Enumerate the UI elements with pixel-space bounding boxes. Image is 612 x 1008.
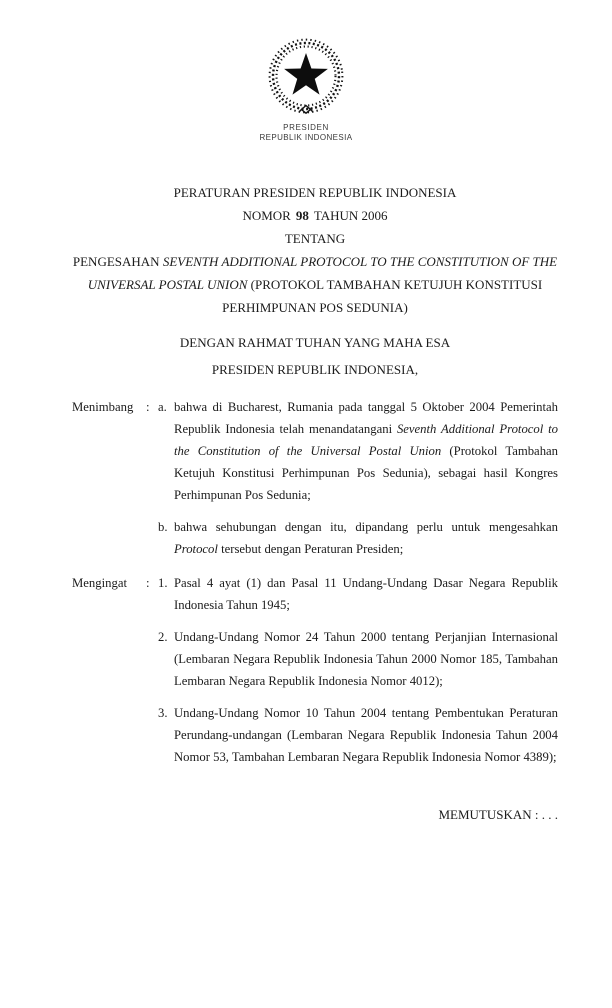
item-marker: 2. [158,630,168,644]
item-marker: 3. [158,706,168,720]
letterhead [0,0,612,143]
clauses [72,396,558,778]
subject-treaty-name: SEVENTH ADDITIONAL PROTOCOL TO THE CONSTITUTION OF THE UNIVERSAL POSTAL UNION [87,254,558,292]
document-content [72,181,558,826]
item-text-italic: Seventh Additional Protocol to the Constitution of the Universal Postal Union [174,422,558,458]
item-text: Undang-Undang Nomor 24 Tahun 2000 tentang Perjanjian Internasional (Lembaran Negara Republik Indonesia Tahun 2000 Nomor 185, Tambahan Lembaran Negara Republik Indonesia Nomor 4012); [174,630,558,688]
item-text: Undang-Undang Nomor 10 Tahun 2004 tentang Pembentukan Peraturan Perundang-undangan (Lembaran Negara Republik Indonesia Tahun 2004 Nomor 53, Tambahan Lembaran Negara Republik Indonesia Nomor 4389); [174,706,558,764]
legal-basis-items [158,572,558,778]
item-text [174,396,558,506]
legal-basis-item-2 [158,626,558,692]
star-wreath-seal-icon [264,36,348,120]
legal-basis-clause [72,572,558,778]
consideration-item-a [158,396,558,506]
item-text [174,516,558,560]
invocation-line: DENGAN RAHMAT TUHAN YANG MAHA ESA [179,335,451,350]
considerations-label: Menimbang [72,400,134,414]
legal-basis-label: Mengingat [72,576,127,590]
title-block [72,181,558,319]
regulation-title-line: PERATURAN PRESIDEN REPUBLIK INDONESIA [173,185,457,200]
regulation-subject [72,250,558,319]
nomor-value: 98 [295,208,309,223]
item-text-post: (Protokol Tambahan Ketujuh Konstitusi Perhimpunan Pos Sedunia), sebagai hasil Kongres Perhimpunan Pos Sedunia; [174,444,559,502]
item-text-pre: bahwa sehubungan dengan itu, dipandang perlu untuk mengesahkan [174,520,558,534]
letterhead-republik-label: REPUBLIK INDONESIA [259,133,353,142]
item-marker: b. [158,520,168,534]
authority-line: PRESIDEN REPUBLIK INDONESIA, [211,362,419,377]
considerations-clause [72,396,558,570]
item-marker: 1. [158,576,168,590]
legal-basis-item-1 [158,572,558,616]
tentang-label: TENTANG [284,231,346,246]
item-text-pre: bahwa di Bucharest, Rumania pada tanggal 5 Oktober 2004 Pemerintah Republik Indonesia telah menandatangani [174,400,558,436]
subject-post-text: (PROTOKOL TAMBAHAN KETUJUH KONSTITUSI PERHIMPUNAN POS SEDUNIA) [222,277,543,315]
nomor-prefix: NOMOR [242,208,291,223]
consideration-item-b [158,516,558,560]
considerations-colon: : [146,400,150,414]
nomor-suffix: TAHUN 2006 [313,208,388,223]
memutuskan-continuation-line: MEMUTUSKAN : . . . [438,807,558,822]
item-marker: a. [158,400,167,414]
legal-basis-item-3 [158,702,558,768]
considerations-items [158,396,558,570]
item-text-post: tersebut dengan Peraturan Presiden; [217,542,404,556]
subject-pre-text: PENGESAHAN [72,254,163,269]
regulation-number-line [72,204,558,227]
letterhead-presiden-label: PRESIDEN [283,123,329,132]
item-text-italic: Protocol [174,542,218,556]
legal-basis-colon: : [146,576,150,590]
item-text: Pasal 4 ayat (1) dan Pasal 11 Undang-Undang Dasar Negara Republik Indonesia Tahun 1945; [174,576,558,612]
